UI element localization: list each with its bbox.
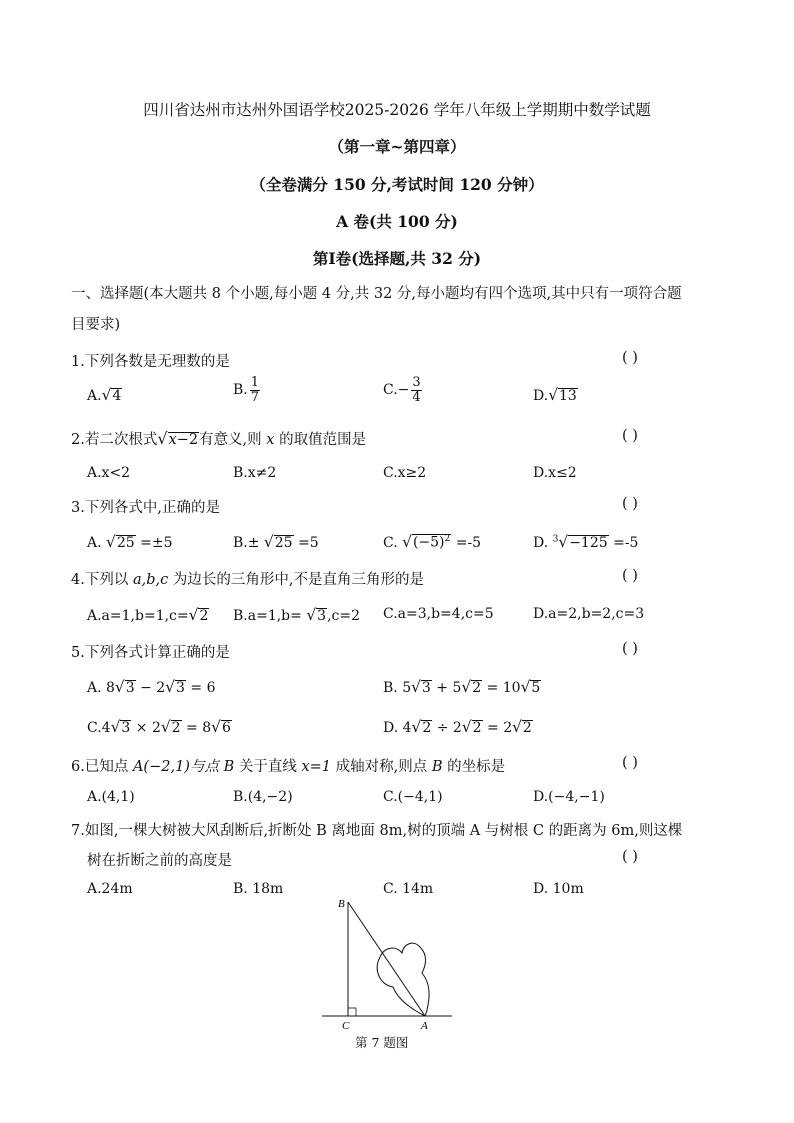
q2-option-d: D.x≤2 [533, 465, 577, 481]
question-6-stem [71, 755, 505, 776]
q6-stem-pre: 6.已知点 [71, 759, 129, 775]
q1-option-d-label: D. [533, 388, 549, 404]
tree-crown [377, 943, 429, 1016]
q1-option-d: D.√13 [533, 386, 577, 404]
q6-stem-end: 成轴对称,则点 [335, 759, 428, 775]
answer-paren-4: ( ) [622, 568, 638, 584]
question-7-line1: 7.如图,一棵大树被大风刮断后,折断处 B 离地面 8m,树的顶端 A 与树根 C 的距离为 6m,则这棵 [71, 823, 683, 839]
q2-option-c: C.x≥2 [383, 465, 427, 481]
chapters-subtitle: （第一章~第四章） [328, 137, 466, 156]
q6-stem-post: 关于直线 [238, 759, 297, 775]
q6-stem-b: B [431, 759, 443, 775]
q7-option-d: D. 10m [533, 881, 584, 897]
answer-paren-6: ( ) [622, 755, 638, 771]
q6-stem-mid: A(−2,1)与点 [132, 759, 219, 775]
q3-option-d-value: =-5 [613, 535, 639, 551]
question-4-stem [71, 568, 424, 589]
section-intro-line1: 一、选择题(本大题共 8 个小题,每小题 4 分,共 32 分,每小题均有四个选项,其中只有一项符合题 [71, 286, 682, 302]
answer-paren-7: ( ) [622, 849, 638, 865]
right-angle-mark [348, 1008, 356, 1016]
question-7-line2: 树在折断之前的高度是 [87, 853, 232, 869]
question-3-stem: 3.下列各式中,正确的是 [71, 500, 220, 516]
q7-option-c: C. 14m [383, 881, 434, 897]
q5-option-b: B. 5√3 + 5√2 = 10√5 [383, 678, 541, 696]
q3-option-b-value: =5 [298, 535, 319, 551]
section-intro-line2: 目要求) [71, 317, 121, 333]
answer-paren-2: ( ) [622, 428, 638, 444]
label-c: C [342, 1020, 350, 1032]
q1-option-b-label: B. [233, 382, 248, 399]
q1-option-c: C.− $\frac{3}{4}$ [383, 375, 421, 405]
exam-info: （全卷满分 150 分,考试时间 120 分钟） [250, 175, 544, 194]
answer-paren-5: ( ) [622, 641, 638, 657]
broken-part-ba [348, 902, 425, 1016]
q1-option-a-label: A. [87, 388, 102, 404]
q5-option-c: C.4√3 × 2√2 = 8√6 [87, 718, 231, 736]
q4-option-a: A.a=1,b=1,c=√2 [87, 606, 209, 624]
q3-option-c-value: =-5 [455, 535, 482, 551]
q1-option-a: A.√4 [87, 386, 122, 404]
volume-heading: A 卷(共 100 分) [336, 212, 458, 231]
q4-option-b: B.a=1,b= √3,c=2 [233, 606, 360, 624]
q5-option-a: A. 8√3 − 2√3 = 6 [87, 678, 216, 696]
q2-stem-post: 有意义,则 [199, 432, 262, 448]
question-1-stem: 1.下列各数是无理数的是 [71, 354, 230, 370]
q7-figure [318, 895, 458, 1035]
q2-stem-var: x [266, 432, 275, 448]
exam-title: 四川省达州市达州外国语学校2025-2026 学年八年级上学期期中数学试题 [143, 101, 651, 119]
q6-option-d: D.(−4,−1) [533, 789, 605, 805]
q3-option-a: A. √25 =±5 [87, 533, 173, 551]
q4-option-a-label: A.a=1,b=1,c= [87, 608, 189, 624]
q5-option-d: D. 4√2 ÷ 2√2 = 2√2 [383, 718, 532, 736]
q4-stem-post: 为边长的三角形中,不是直角三角形的是 [172, 572, 424, 588]
q3-option-d: D. $^3$√−125 =-5 [533, 533, 639, 551]
q7-option-b: B. 18m [233, 881, 284, 897]
q1-option-b: B. $\frac{1}{7}$ [233, 375, 260, 405]
q4-option-c: C.a=3,b=4,c=5 [383, 606, 494, 622]
label-a: A [421, 1020, 428, 1032]
q4-option-b-post: ,c=2 [327, 608, 360, 624]
part-heading: 第Ⅰ卷(选择题,共 32 分) [312, 249, 482, 268]
q4-option-b-pre: B.a=1,b= [233, 608, 302, 624]
q3-option-a-value: =±5 [140, 535, 173, 551]
figure-caption: 第 7 题图 [355, 1035, 409, 1050]
question-5-stem: 5.下列各式计算正确的是 [71, 645, 230, 661]
question-2-stem: 2.若二次根式√x−2有意义,则 x 的取值范围是 [71, 429, 367, 448]
q7-option-a: A.24m [87, 881, 133, 897]
q4-stem-var: a,b,c [132, 572, 169, 588]
q3-option-b: B.± √25 =5 [233, 533, 319, 551]
q4-stem-pre: 4.下列以 [71, 572, 129, 588]
q6-option-c: C.(−4,1) [383, 789, 443, 805]
q6-option-a: A.(4,1) [87, 789, 135, 805]
q2-stem-end: 的取值范围是 [279, 432, 367, 448]
q2-option-b: B.x≠2 [233, 465, 277, 481]
q4-option-d: D.a=2,b=2,c=3 [533, 606, 645, 622]
answer-paren-3: ( ) [622, 496, 638, 512]
q6-option-b: B.(4,−2) [233, 789, 293, 805]
answer-paren-1: ( ) [622, 350, 638, 366]
q2-stem-pre: 2.若二次根式 [71, 432, 158, 448]
label-b: B [338, 898, 345, 910]
q6-stem-tail: 的坐标是 [447, 759, 506, 775]
q3-option-c: C. $√(-5)^2 =-5$ [383, 533, 482, 551]
q6-stem-line: x=1 [301, 759, 331, 775]
q2-option-a: A.x<2 [87, 465, 131, 481]
q6-stem-mid2: B [223, 759, 235, 775]
q1-option-c-label: C.− [383, 382, 410, 399]
